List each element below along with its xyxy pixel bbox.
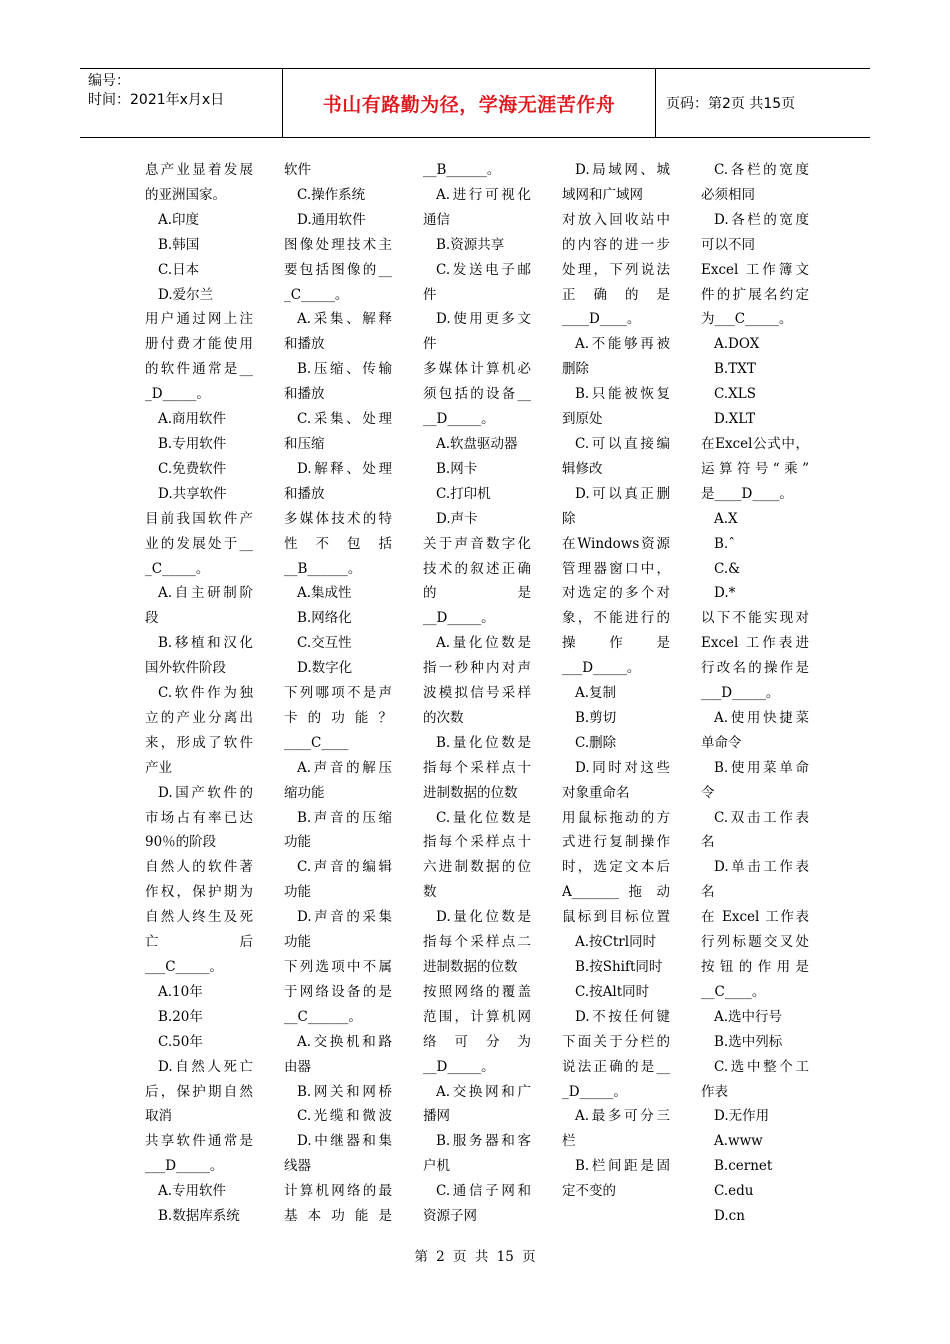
text-line: A.不能够再被 xyxy=(575,336,670,353)
text-line: 对象重命名 xyxy=(562,784,630,801)
text-line: __D_____。 xyxy=(423,1058,495,1075)
text-line: A.选中行号 xyxy=(714,1008,783,1025)
text-line: C.交互性 xyxy=(297,635,352,652)
text-line: 用鼠标拖动的方 xyxy=(562,809,670,826)
text-line: 名 xyxy=(701,884,715,901)
text-line: C.edu xyxy=(714,1183,754,1200)
text-line: 必须相同 xyxy=(701,186,755,203)
text-line: 通信 xyxy=(423,211,450,228)
text-line: D.国产软件的 xyxy=(158,784,253,801)
text-line: 资源子网 xyxy=(423,1208,477,1225)
text-line: 指每个采样点十 xyxy=(423,759,531,776)
text-column-1 xyxy=(145,158,253,1229)
text-line: 运算符号“乘” xyxy=(701,460,809,477)
text-column-3 xyxy=(423,158,531,1229)
text-line: __B______。 xyxy=(284,560,362,577)
text-line: D.单击工作表 xyxy=(714,859,809,876)
text-line: 六进制数据的位 xyxy=(423,859,531,876)
text-line: 指一秒种内对声 xyxy=(423,660,531,677)
text-line: D.共享软件 xyxy=(158,485,227,502)
text-line: Excel 工作表进 xyxy=(701,635,809,652)
text-columns xyxy=(0,158,950,1238)
text-line: C.各栏的宽度 xyxy=(714,162,809,178)
text-line: 图像处理技术主 xyxy=(284,236,392,253)
text-line: 关于声音数字化 xyxy=(423,535,531,552)
text-line: 下面关于分栏的 xyxy=(562,1033,670,1050)
text-line: D.各栏的宽度 xyxy=(714,211,809,228)
text-line: 技术的叙述正确 xyxy=(423,560,531,577)
text-line: 以下不能实现对 xyxy=(701,610,809,627)
text-line: _D_____。 xyxy=(562,1083,627,1100)
text-line: ____C____ xyxy=(284,734,349,751)
text-line: 管理器窗口中， xyxy=(562,560,670,577)
text-line: 的软件通常是__ xyxy=(145,361,253,378)
text-line: D.量化位数是 xyxy=(436,909,531,926)
text-line: B.使用菜单命 xyxy=(714,759,809,776)
text-line: C.通信子网和 xyxy=(436,1183,531,1200)
text-line: 说法正确的是__ xyxy=(562,1058,670,1075)
text-line: ____D____。 xyxy=(562,311,641,328)
text-line: 和播放 xyxy=(284,336,325,353)
text-line: 在 Excel 工作表 xyxy=(701,909,809,926)
text-line: A.量化位数是 xyxy=(436,635,531,652)
text-line: __D_____。 xyxy=(423,610,495,627)
text-line: 和压缩 xyxy=(284,435,325,452)
text-line: 按 钮 的 作 用 是 xyxy=(701,959,809,975)
text-line: D.数字化 xyxy=(297,660,353,677)
text-line: D.同时对这些 xyxy=(575,759,670,776)
text-line: C.声音的编辑 xyxy=(297,859,392,876)
text-line: C.按Alt同时 xyxy=(575,983,650,1000)
text-line: 象，不能进行的 xyxy=(562,610,670,627)
text-line: C.& xyxy=(714,560,741,577)
text-line: C.软件作为独 xyxy=(158,685,253,702)
text-line: __B______。 xyxy=(423,162,501,178)
text-line: 波模拟信号采样 xyxy=(423,685,531,702)
text-line: 缩功能 xyxy=(284,784,325,801)
header-meta xyxy=(80,69,282,137)
text-line: 90％的阶段 xyxy=(145,834,217,851)
text-column-5 xyxy=(701,158,809,1229)
text-line: D.使用更多文 xyxy=(436,311,531,328)
text-line: D.局域网、城 xyxy=(575,162,670,178)
text-line: A.进行可视化 xyxy=(436,186,531,203)
text-line: C.双击工作表 xyxy=(714,809,809,826)
text-line: 多媒体计算机必 xyxy=(423,361,531,378)
text-line: B.20年 xyxy=(158,1008,203,1025)
text-line: 播网 xyxy=(423,1108,450,1125)
text-line: 按照网络的覆盖 xyxy=(423,983,531,1000)
text-line: A.采集、解释 xyxy=(297,311,392,328)
text-line: 行列标题交叉处 xyxy=(701,934,809,951)
text-line: 下列选项中不属 xyxy=(284,959,392,975)
text-line: 辑修改 xyxy=(562,460,603,477)
text-line: 单命令 xyxy=(701,734,742,751)
text-line: 可以不同 xyxy=(701,236,755,253)
text-line: 线器 xyxy=(284,1158,311,1175)
text-line: 于网络设备的是 xyxy=(284,983,392,1000)
text-line: 定不变的 xyxy=(562,1183,616,1200)
text-line: D.声卡 xyxy=(436,510,478,527)
text-line: 鼠标到目标位置 xyxy=(562,909,670,926)
text-line: 行改名的操作是 xyxy=(701,660,809,677)
text-line: B.量化位数是 xyxy=(436,734,531,751)
text-line: 对选定的多个对 xyxy=(562,585,670,602)
text-line: 在Windows资源 xyxy=(562,535,670,552)
text-line: C.日本 xyxy=(158,261,200,278)
text-line: 指每个采样点二 xyxy=(423,934,531,951)
text-line: B.按Shift同时 xyxy=(575,959,663,975)
text-line: D.可以真正删 xyxy=(575,485,670,502)
text-line: 功能 xyxy=(284,834,311,851)
text-line: 指每个采样点十 xyxy=(423,834,531,851)
text-line: D.通用软件 xyxy=(297,211,366,228)
text-line: 计算机网络的最 xyxy=(284,1183,392,1200)
text-line: B.只能被恢复 xyxy=(575,386,670,403)
text-line: D.自然人死亡 xyxy=(158,1058,253,1075)
text-line: _C_____。 xyxy=(284,286,349,303)
text-line: 下列哪项不是声 xyxy=(284,685,392,702)
text-line: B.韩国 xyxy=(158,236,200,253)
text-line: A.交换机和路 xyxy=(297,1033,392,1050)
text-line: A.最多可分三 xyxy=(575,1108,670,1125)
text-line: A.按Ctrl同时 xyxy=(575,934,657,951)
text-line: 基 本 功 能 是 xyxy=(284,1208,392,1225)
text-line: 件的扩展名约定 xyxy=(701,286,809,303)
page-footer: 第 2 页 共 15 页 xyxy=(414,1249,536,1265)
text-line: B.专用软件 xyxy=(158,435,227,452)
text-line: 市场占有率已达 xyxy=(145,809,253,826)
text-line: __C____。 xyxy=(701,983,766,1000)
text-line: C.删除 xyxy=(575,734,617,751)
text-line: 共享软件通常是 xyxy=(145,1133,253,1150)
text-line: C.光缆和微波 xyxy=(297,1108,392,1125)
text-line: A.X xyxy=(714,510,738,527)
text-line: 的内容的进一步 xyxy=(562,236,670,253)
text-line: D.不按任何键 xyxy=(575,1008,670,1025)
text-line: __D_____。 xyxy=(423,411,495,428)
text-line: B.ˆ xyxy=(714,535,735,552)
text-line: 除 xyxy=(562,510,576,527)
header-page-number: 页码：第2页 共15页 xyxy=(666,96,796,112)
text-line: 名 xyxy=(701,834,715,851)
text-line: 册付费才能使用 xyxy=(145,336,253,353)
text-line: 件 xyxy=(423,336,437,353)
text-line: C.打印机 xyxy=(436,485,491,502)
text-line: A.集成性 xyxy=(297,585,352,602)
text-line: 取消 xyxy=(145,1108,172,1125)
text-line: 操 作 是 xyxy=(562,635,670,652)
text-line: 业的发展处于__ xyxy=(145,535,253,552)
text-line: A.交换网和广 xyxy=(436,1083,531,1100)
text-line: B.资源共享 xyxy=(436,236,505,253)
text-line: 立的产业分离出 xyxy=(145,709,253,726)
text-line: 段 xyxy=(145,610,159,627)
text-line: Excel 工作簿文 xyxy=(701,261,809,278)
text-line: B.栏间距是固 xyxy=(575,1158,670,1175)
text-line: 户机 xyxy=(423,1158,450,1175)
text-line: 须包括的设备__ xyxy=(423,386,531,403)
text-column-4 xyxy=(562,158,670,1204)
text-line: C.可以直接编 xyxy=(575,435,670,452)
text-line: 自然人的软件著 xyxy=(145,859,253,876)
text-line: 对放入回收站中 xyxy=(562,211,670,228)
text-line: 卡 的 功 能 ？ xyxy=(284,709,392,726)
text-line: 和播放 xyxy=(284,386,325,403)
text-line: A.复制 xyxy=(575,685,617,702)
text-line: A.软盘驱动器 xyxy=(436,435,518,452)
text-line: 和播放 xyxy=(284,485,325,502)
text-line: 数 xyxy=(423,884,437,901)
text-line: 后，保护期自然 xyxy=(145,1083,253,1100)
text-line: 软件 xyxy=(284,162,311,178)
text-line: 息产业显着发展 xyxy=(145,162,253,178)
text-line: ___D_____。 xyxy=(562,660,641,677)
text-line: C.发送电子邮 xyxy=(436,261,531,278)
text-line: 功能 xyxy=(284,934,311,951)
text-line: 件 xyxy=(423,286,437,303)
text-line: B.网卡 xyxy=(436,460,478,477)
text-line: 产业 xyxy=(145,759,172,776)
text-line: 域网和广域网 xyxy=(562,186,643,203)
text-line: A.声音的解压 xyxy=(297,759,392,776)
text-line: 进制数据的位数 xyxy=(423,959,518,975)
text-line: ___C_____。 xyxy=(145,959,223,975)
text-line: 时，选定文本后 xyxy=(562,859,670,876)
text-line: C.选中整个工 xyxy=(714,1058,809,1075)
text-line: 栏 xyxy=(562,1133,576,1150)
text-line: C.免费软件 xyxy=(158,460,227,477)
text-line: B.服务器和客 xyxy=(436,1133,531,1150)
text-line: 目前我国软件产 xyxy=(145,510,253,527)
text-line: A.印度 xyxy=(158,211,200,228)
text-line: A.专用软件 xyxy=(158,1183,227,1200)
text-line: 式进行复制操作 xyxy=(562,834,670,851)
text-line: D.声音的采集 xyxy=(297,909,392,926)
text-line: 范围，计算机网 xyxy=(423,1008,531,1025)
text-line: B.网络化 xyxy=(297,610,352,627)
text-line: 多媒体技术的特 xyxy=(284,510,392,527)
text-line: D.cn xyxy=(714,1208,745,1225)
text-line: 令 xyxy=(701,784,715,801)
text-line: 要包括图像的__ xyxy=(284,261,392,278)
text-line: C.操作系统 xyxy=(297,186,366,203)
header-slogan: 书山有路勤为径，学海无涯苦作舟 xyxy=(282,69,656,137)
text-line: 删除 xyxy=(562,361,589,378)
text-line: 亡 后 xyxy=(145,934,253,951)
text-line: B.cernet xyxy=(714,1158,773,1175)
text-line: D.爱尔兰 xyxy=(158,286,214,303)
text-line: ___D_____。 xyxy=(701,685,780,702)
text-line: A.DOX xyxy=(714,336,760,353)
text-line: D.XLT xyxy=(714,411,756,428)
text-line: 作权，保护期为 xyxy=(145,884,253,901)
text-line: A.www xyxy=(714,1133,763,1150)
text-line: D.无作用 xyxy=(714,1108,770,1125)
text-line: 为___C_____。 xyxy=(701,311,793,328)
document-date: 时间：2021年x月x日 xyxy=(88,92,225,108)
text-column-2 xyxy=(284,158,392,1229)
text-line: 由器 xyxy=(284,1058,311,1075)
text-line: 性 不 包 括 xyxy=(284,535,392,552)
text-line: 的次数 xyxy=(423,709,464,726)
text-line: _C_____。 xyxy=(145,560,210,577)
text-line: 功能 xyxy=(284,884,311,901)
text-line: A.使用快捷菜 xyxy=(714,709,809,726)
text-line: 自然人终生及死 xyxy=(145,909,253,926)
text-line: 处理，下列说法 xyxy=(562,261,670,278)
text-line: C.XLS xyxy=(714,386,756,403)
text-line: 正 确 的 是 xyxy=(562,286,670,303)
text-line: B.TXT xyxy=(714,361,756,378)
text-line: B.声音的压缩 xyxy=(297,809,392,826)
text-line: 用户通过网上注 xyxy=(145,311,253,328)
text-line: B.移植和汉化 xyxy=(158,635,253,652)
text-line: C.量化位数是 xyxy=(436,809,531,826)
text-line: 进制数据的位数 xyxy=(423,784,518,801)
text-line: C.采集、处理 xyxy=(297,411,392,428)
text-line: 是____D____。 xyxy=(701,485,793,502)
text-line: 来，形成了软件 xyxy=(145,734,253,751)
text-line: A.商用软件 xyxy=(158,411,227,428)
text-line: A_______ 拖 动 xyxy=(562,884,670,901)
text-line: __C______。 xyxy=(284,1008,362,1025)
text-line: A.自主研制阶 xyxy=(158,585,253,602)
page-header xyxy=(80,68,870,138)
text-line: 在Excel公式中， xyxy=(701,435,809,452)
text-line: ___D_____。 xyxy=(145,1158,224,1175)
text-line: B.选中列标 xyxy=(714,1033,783,1050)
document-code-label: 编号： xyxy=(88,73,130,89)
text-line: 到原处 xyxy=(562,411,603,428)
text-line: 络 可 分 为 xyxy=(423,1033,531,1050)
text-line: B.压缩、传输 xyxy=(297,361,392,378)
text-line: B.剪切 xyxy=(575,709,617,726)
text-line: B.数据库系统 xyxy=(158,1208,240,1225)
text-line: B.网关和网桥 xyxy=(297,1083,392,1100)
text-line: 国外软件阶段 xyxy=(145,660,226,677)
text-line: D.解释、处理 xyxy=(297,460,392,477)
text-line: _D_____。 xyxy=(145,386,210,403)
text-line: 的亚洲国家。 xyxy=(145,186,226,203)
text-line: 作表 xyxy=(701,1083,728,1100)
text-line: D.* xyxy=(714,585,736,602)
text-line: C.50年 xyxy=(158,1033,203,1050)
text-line: A.10年 xyxy=(158,983,203,1000)
text-line: D.中继器和集 xyxy=(297,1133,392,1150)
text-line: 的 是 xyxy=(423,585,531,602)
